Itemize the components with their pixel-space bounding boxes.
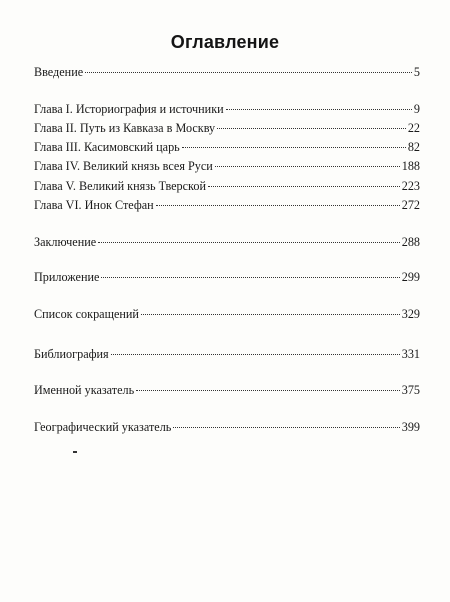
- dot-leader: [182, 147, 406, 148]
- dot-leader: [101, 277, 399, 278]
- toc-entry-chapter-3[interactable]: [34, 138, 420, 156]
- toc-entry-label: Географический указатель: [34, 420, 172, 434]
- toc-entry-label: Глава V. Великий князь Тверской: [34, 179, 206, 193]
- toc-entry-label: Введение: [34, 65, 84, 79]
- dot-leader: [136, 390, 400, 391]
- toc-entry-name-index[interactable]: [34, 381, 420, 399]
- dot-leader: [226, 109, 412, 110]
- dot-leader: [85, 72, 412, 73]
- toc-entry-label: Глава III. Касимовский царь: [34, 140, 180, 154]
- toc-entry-page: 399: [401, 420, 420, 434]
- dot-leader: [141, 314, 400, 315]
- toc-entry-label: Глава IV. Великий князь всея Руси: [34, 159, 213, 173]
- toc-entry-label: Библиография: [34, 347, 109, 361]
- toc-entry-page: 288: [401, 235, 420, 249]
- toc-entry-page: 375: [401, 383, 420, 397]
- toc-entry-page: 223: [401, 179, 420, 193]
- toc-entry-bibliography[interactable]: [34, 345, 420, 363]
- toc-entry-page: 299: [401, 270, 420, 284]
- toc-entry-label: Глава VI. Инок Стефан: [34, 198, 154, 212]
- toc-entry-chapter-4[interactable]: [34, 157, 420, 175]
- toc-entry-page: 22: [407, 121, 420, 135]
- toc-entry-page: 188: [401, 159, 420, 173]
- dot-leader: [208, 186, 400, 187]
- toc-entry-label: Список сокращений: [34, 307, 139, 321]
- toc-entry-chapter-1[interactable]: [34, 100, 420, 118]
- dot-leader: [217, 128, 406, 129]
- page-title: Оглавление: [170, 32, 280, 52]
- toc-entry-page: 331: [401, 347, 420, 361]
- toc-entry-page: 9: [413, 102, 420, 116]
- toc-entry-geo-index[interactable]: [34, 418, 420, 436]
- toc-entry-label: Именной указатель: [34, 383, 135, 397]
- toc-entry-page: 329: [401, 307, 420, 321]
- dot-leader: [156, 205, 400, 206]
- toc-entry-page: 272: [401, 198, 420, 212]
- toc-entry-appendix[interactable]: [34, 268, 420, 286]
- toc-entry-label: Глава II. Путь из Кавказа в Москву: [34, 121, 216, 135]
- toc-entry-label: Заключение: [34, 235, 97, 249]
- toc-entry-label: Приложение: [34, 270, 100, 284]
- dot-leader: [98, 242, 400, 243]
- dot-leader: [173, 427, 399, 428]
- dot-leader: [111, 354, 400, 355]
- toc-entry-page: 5: [413, 65, 420, 79]
- ink-mark: [73, 451, 77, 453]
- toc-entry-chapter-2[interactable]: [34, 119, 420, 137]
- toc-entry-page: 82: [407, 140, 420, 154]
- toc-entry-chapter-6[interactable]: [34, 196, 420, 214]
- toc-entry-abbreviations[interactable]: [34, 305, 420, 323]
- toc-entry-label: Глава I. Историография и источники: [34, 102, 224, 116]
- toc-entry-conclusion[interactable]: [34, 233, 420, 251]
- toc-entry-chapter-5[interactable]: [34, 177, 420, 195]
- dot-leader: [215, 166, 400, 167]
- toc-entry-introduction[interactable]: [34, 63, 420, 81]
